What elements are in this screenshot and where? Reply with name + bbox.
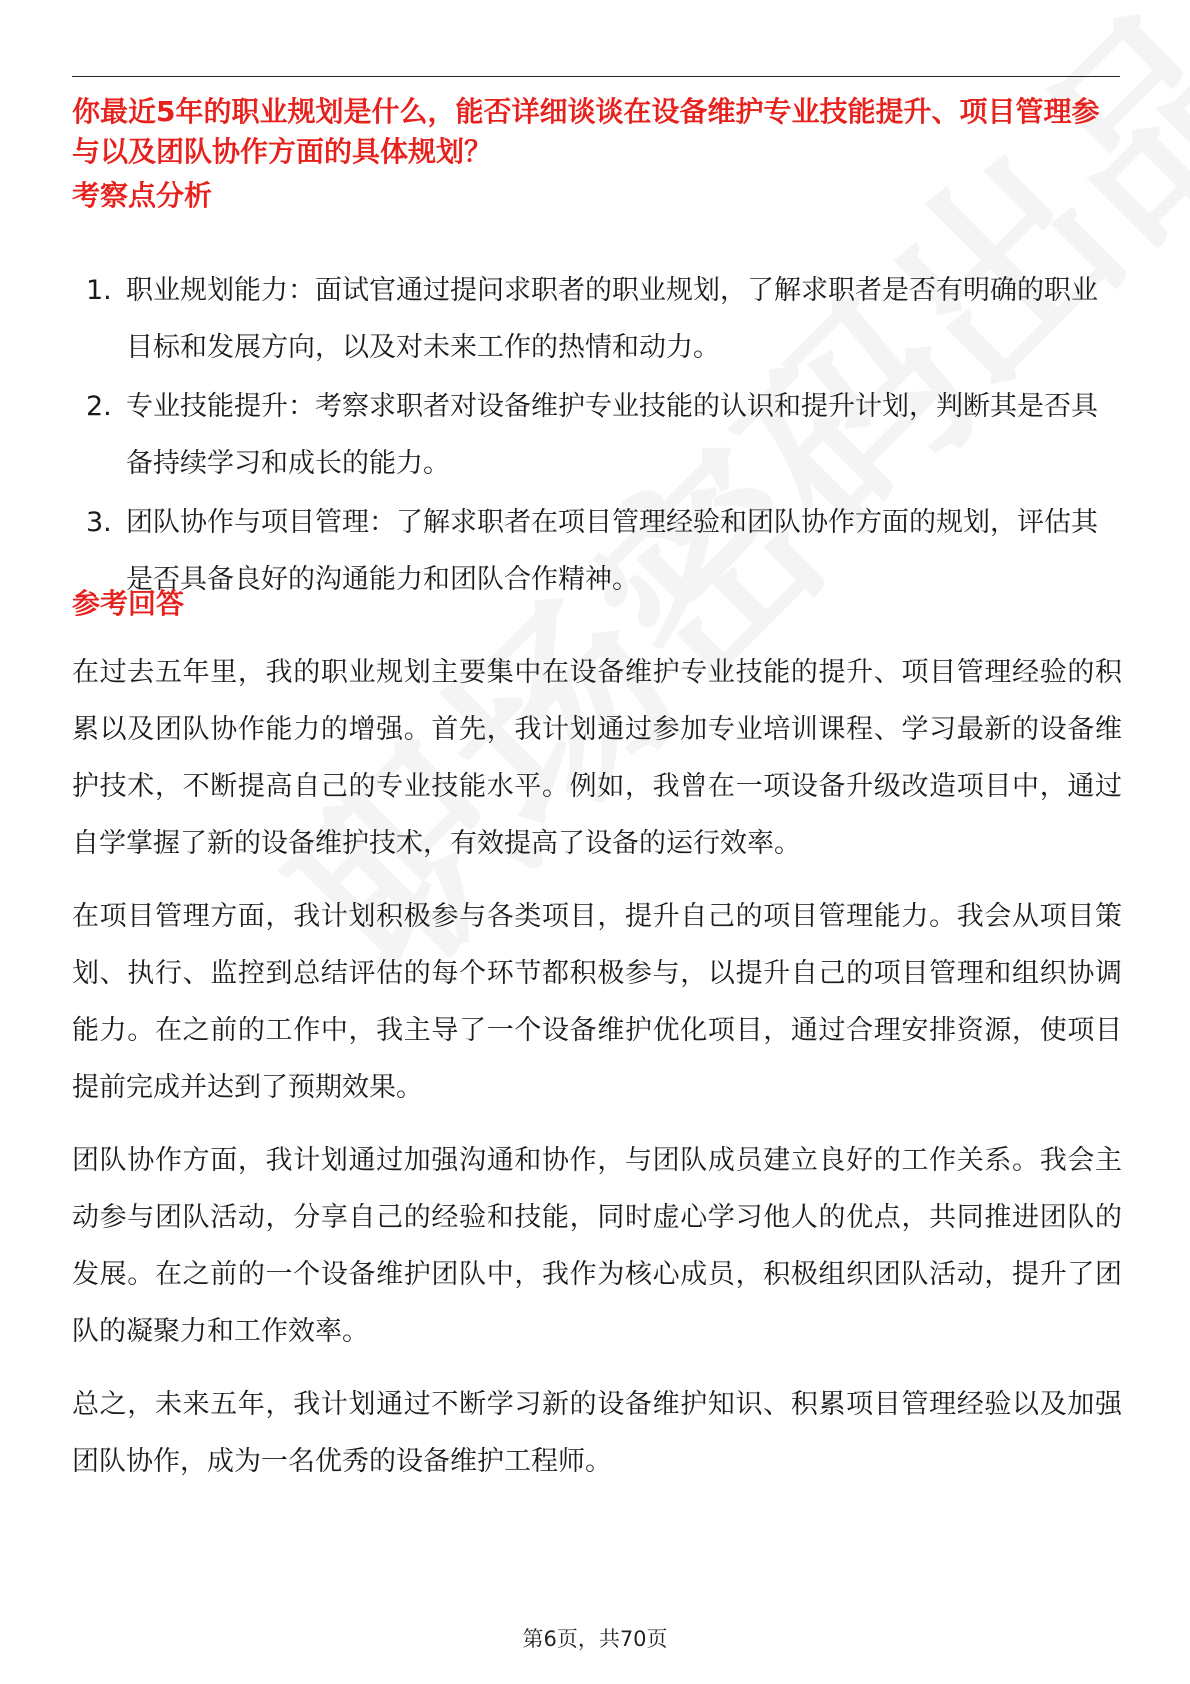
list-item-number: 1.	[86, 275, 112, 306]
list-item	[72, 262, 1122, 376]
answer-paragraph: 在过去五年里，我的职业规划主要集中在设备维护专业技能的提升、项目管理经验的积累以及团队协作能力的增强。首先，我计划通过参加专业培训课程、学习最新的设备维护技术，不断提高自己的专业技能水平。例如，我曾在一项设备升级改造项目中，通过自学掌握了新的设备维护技术，有效提高了设备的运行效率。	[72, 657, 1122, 859]
list-item-text: 团队协作与项目管理：了解求职者在项目管理经验和团队协作方面的规划，评估其是否具备良好的沟通能力和团队合作精神。	[126, 507, 1098, 595]
answer-paragraph: 总之，未来五年，我计划通过不断学习新的设备维护知识、积累项目管理经验以及加强团队协作，成为一名优秀的设备维护工程师。	[72, 1389, 1122, 1477]
answer-heading: 参考回答	[72, 587, 185, 620]
list-item-number: 3.	[86, 507, 112, 538]
answer-paragraph: 团队协作方面，我计划通过加强沟通和协作，与团队成员建立良好的工作关系。我会主动参与团队活动，分享自己的经验和技能，同时虚心学习他人的优点，共同推进团队的发展。在之前的一个设备维护团队中，我作为核心成员，积极组织团队活动，提升了团队的凝聚力和工作效率。	[72, 1145, 1122, 1347]
list-item	[72, 494, 1122, 608]
analysis-heading: 考察点分析	[72, 179, 213, 212]
question-title: 你最近5年的职业规划是什么，能否详细谈谈在设备维护专业技能提升、项目管理参与以及团队协作方面的具体规划？	[72, 95, 1100, 168]
top-divider	[72, 76, 1120, 77]
list-item-number: 2.	[86, 391, 112, 422]
list-item	[72, 378, 1122, 492]
analysis-list	[72, 262, 1122, 610]
list-item-text: 职业规划能力：面试官通过提问求职者的职业规划，了解求职者是否有明确的职业目标和发展方向，以及对未来工作的热情和动力。	[126, 275, 1098, 363]
page-number: 第6页，共70页	[522, 1627, 668, 1651]
list-item-text: 专业技能提升：考察求职者对设备维护专业技能的认识和提升计划，判断其是否具备持续学习和成长的能力。	[126, 391, 1098, 479]
answer-paragraph: 在项目管理方面，我计划积极参与各类项目，提升自己的项目管理能力。我会从项目策划、执行、监控到总结评估的每个环节都积极参与，以提升自己的项目管理和组织协调能力。在之前的工作中，我主导了一个设备维护优化项目，通过合理安排资源，使项目提前完成并达到了预期效果。	[72, 901, 1122, 1103]
